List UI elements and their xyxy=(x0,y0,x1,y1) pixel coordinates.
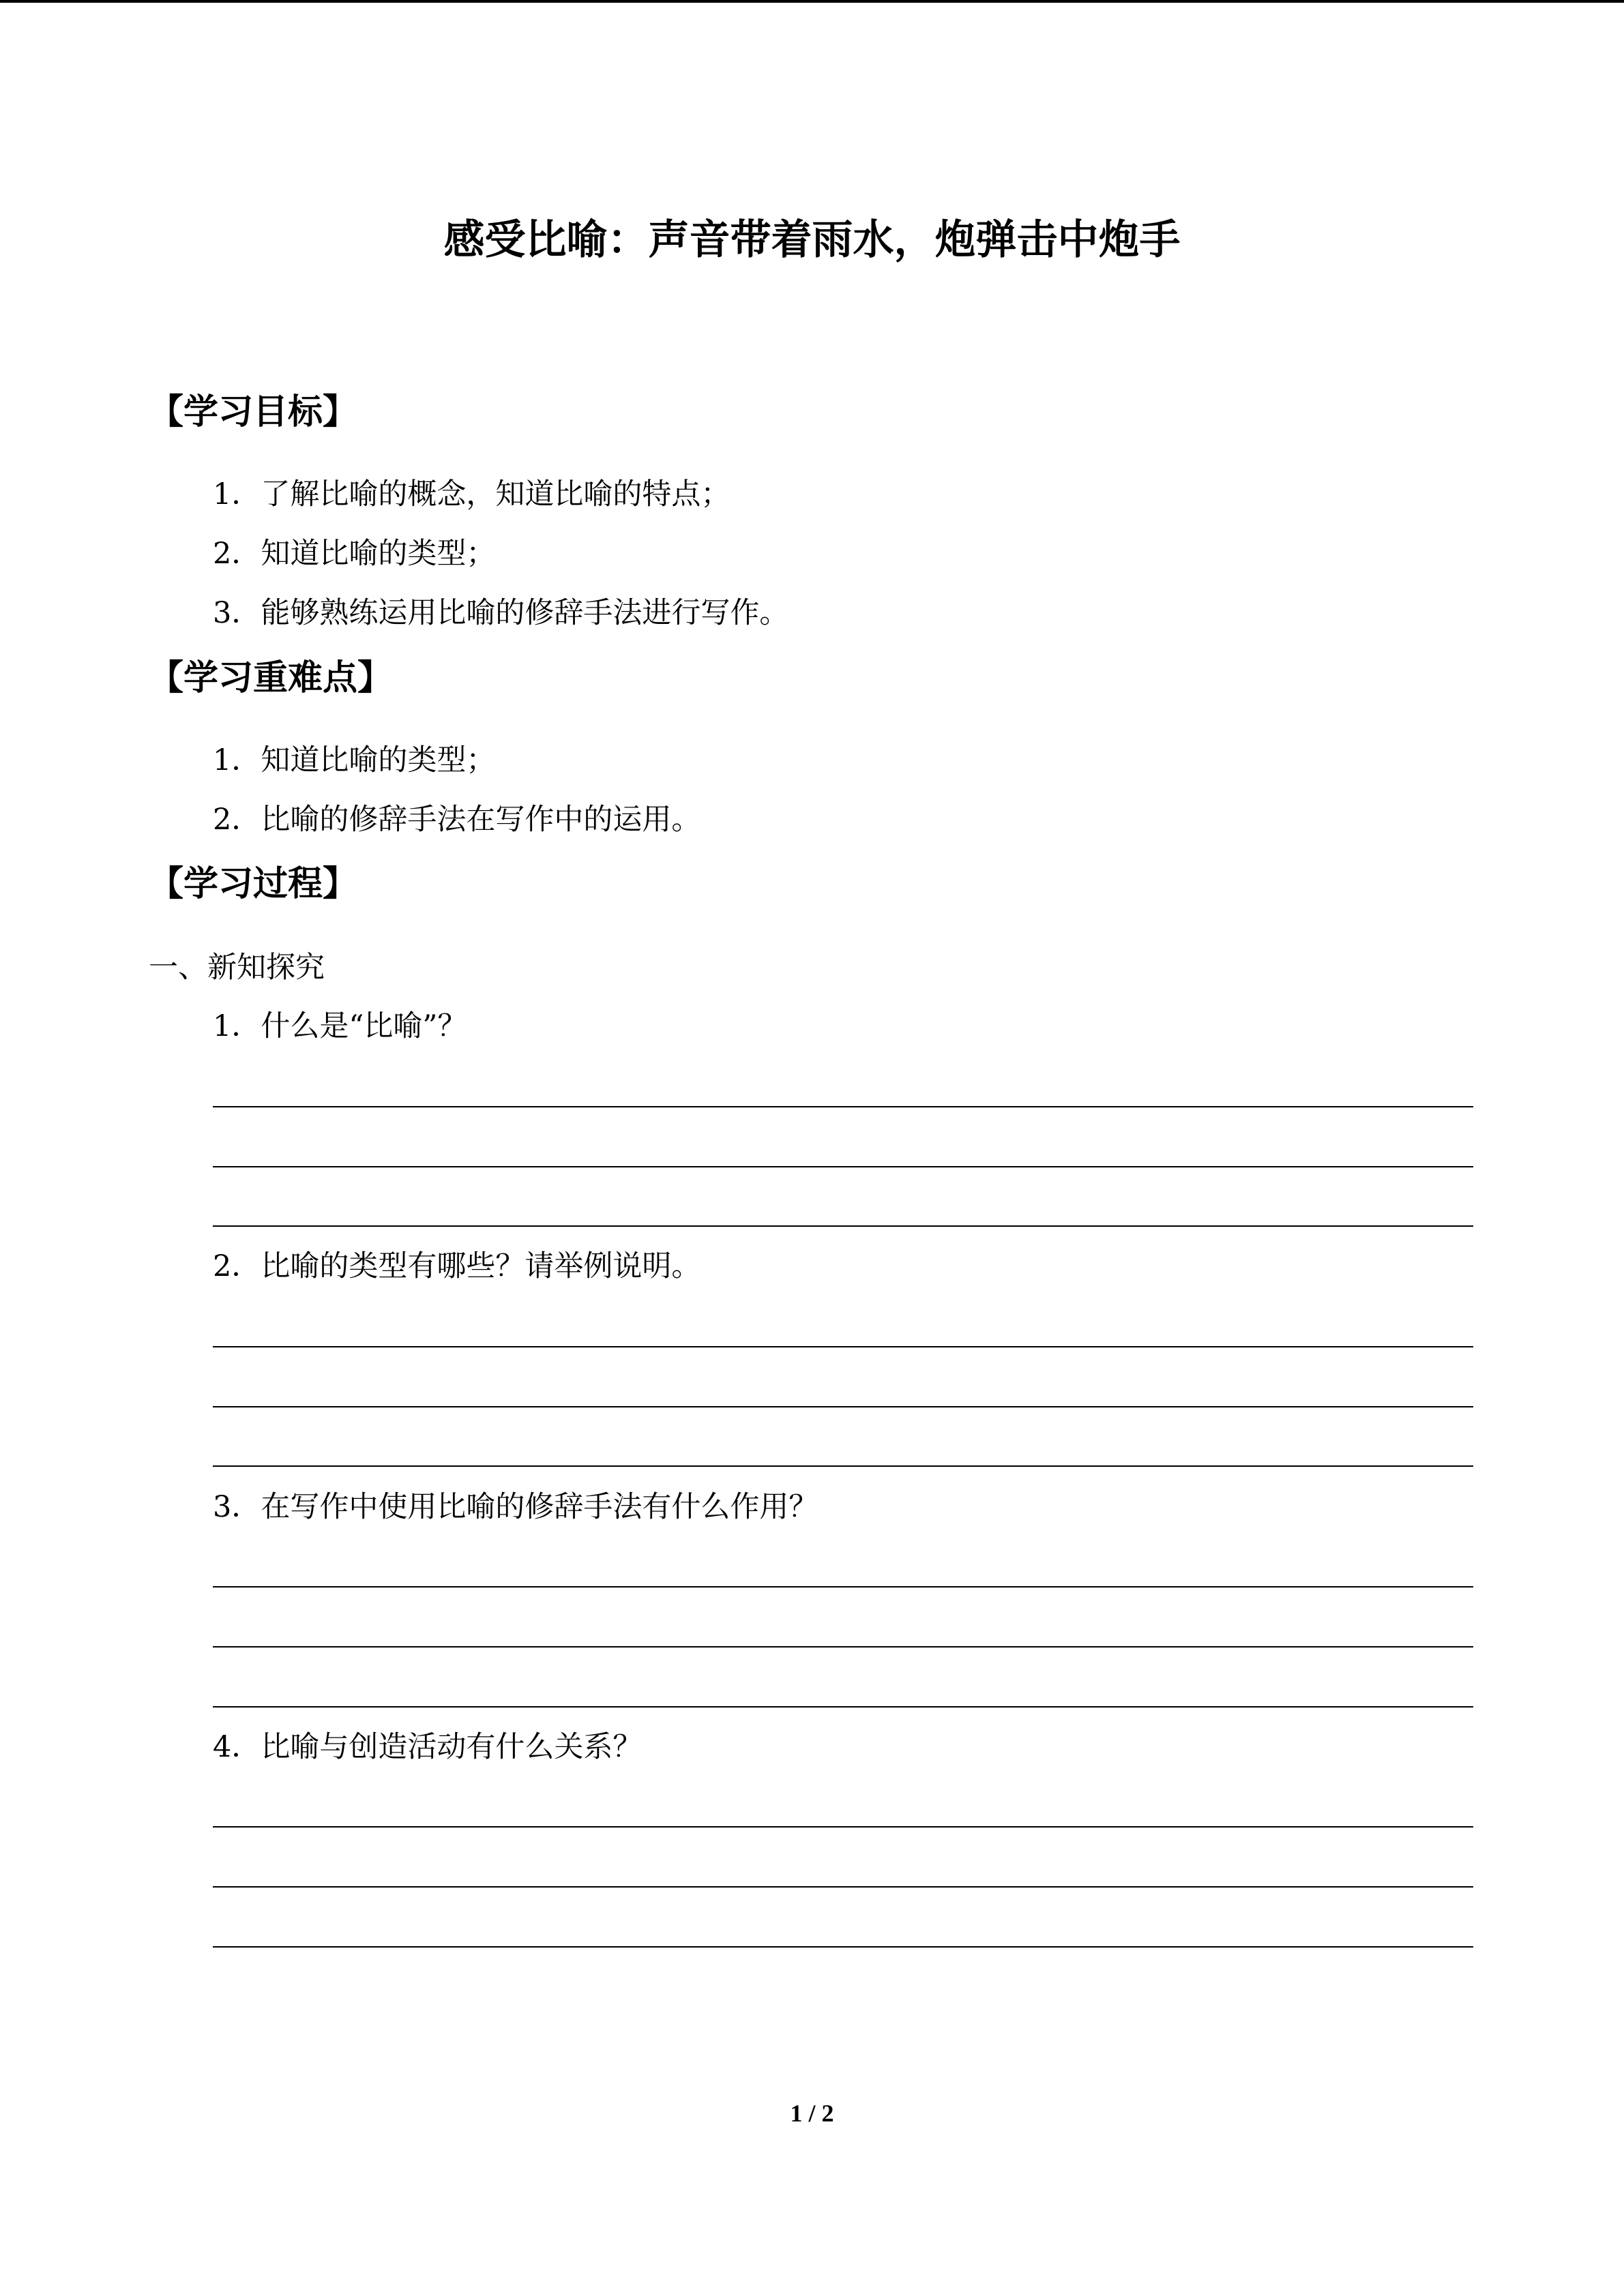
document-title: 感受比喻：声音带着雨水，炮弹击中炮手 xyxy=(443,216,1181,264)
answer-line[interactable] xyxy=(213,1106,1473,1107)
question-2: 2．比喻的类型有哪些？请举例说明。 xyxy=(213,1249,701,1283)
answer-line[interactable] xyxy=(213,1886,1473,1888)
answer-line[interactable] xyxy=(213,1166,1473,1167)
answer-line[interactable] xyxy=(213,1646,1473,1648)
key-point-item: 1．知道比喻的类型； xyxy=(213,743,496,777)
question-1: 1．什么是“比喻”？ xyxy=(213,1009,467,1043)
page-number: 1 / 2 xyxy=(790,2100,834,2127)
answer-line[interactable] xyxy=(213,1586,1473,1587)
answer-line[interactable] xyxy=(213,1225,1473,1227)
answer-line[interactable] xyxy=(213,1465,1473,1467)
section-heading-key-points: 【学习重难点】 xyxy=(149,658,393,698)
answer-line[interactable] xyxy=(213,1826,1473,1828)
section-heading-process: 【学习过程】 xyxy=(149,864,358,904)
objective-item: 2．知道比喻的类型； xyxy=(213,537,496,571)
subsection-heading: 一、新知探究 xyxy=(149,951,325,985)
question-3: 3．在写作中使用比喻的修辞手法有什么作用？ xyxy=(213,1490,818,1524)
question-4: 4．比喻与创造活动有什么关系？ xyxy=(213,1730,643,1764)
answer-line[interactable] xyxy=(213,1706,1473,1708)
page-top-border xyxy=(0,0,1624,3)
key-point-item: 2．比喻的修辞手法在写作中的运用。 xyxy=(213,803,701,837)
answer-line[interactable] xyxy=(213,1346,1473,1347)
answer-line[interactable] xyxy=(213,1406,1473,1407)
answer-line[interactable] xyxy=(213,1946,1473,1948)
section-heading-objectives: 【学习目标】 xyxy=(149,392,358,432)
objective-item: 1．了解比喻的概念，知道比喻的特点； xyxy=(213,477,730,511)
objective-item: 3．能够熟练运用比喻的修辞手法进行写作。 xyxy=(213,596,789,630)
